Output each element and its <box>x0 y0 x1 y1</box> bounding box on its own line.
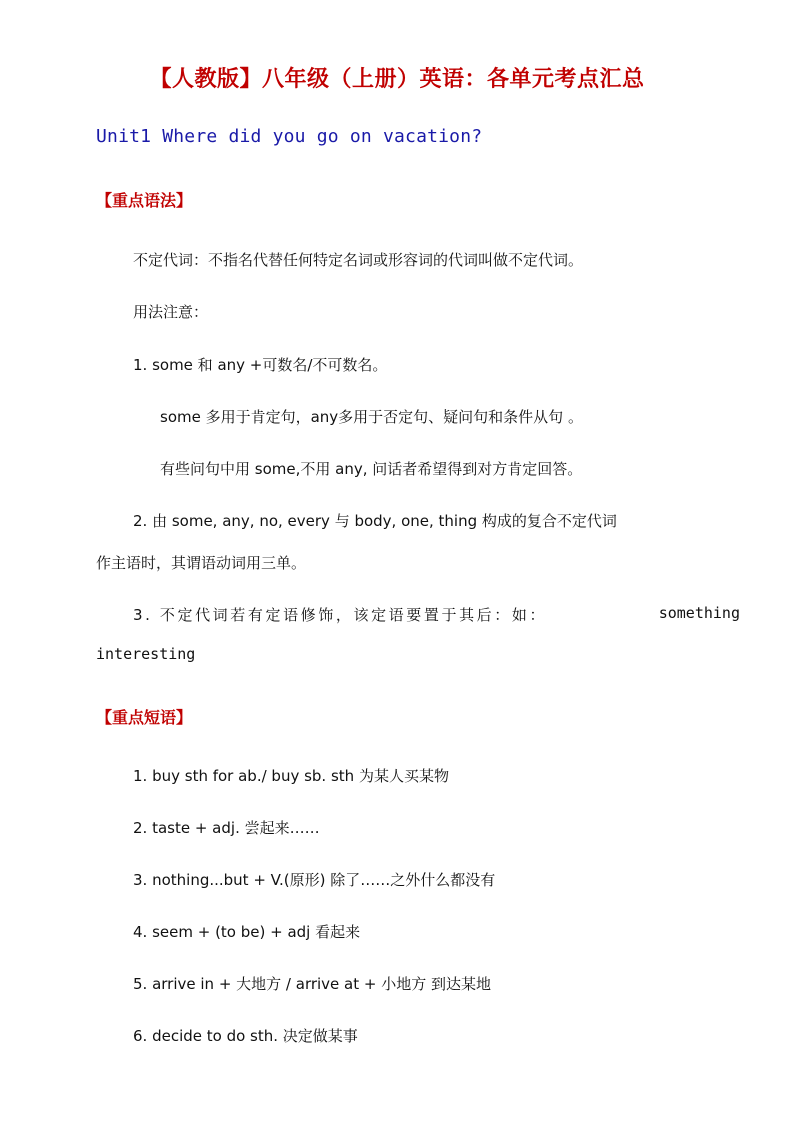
grammar-point-3-line-2: interesting <box>96 645 196 663</box>
grammar-point-3-lead: 3. 不定代词若有定语修饰，该定语要置于其后：如： <box>133 606 548 624</box>
phrases-heading: 【重点短语】 <box>96 708 193 727</box>
grammar-point-2-line-1: 2. 由 some, any, no, every 与 body, one, thing 构成的复合不定代词 <box>133 512 617 530</box>
usage-label: 用法注意： <box>133 303 209 321</box>
phrase-item: 1. buy sth for ab./ buy sb. sth 为某人买某物 <box>133 767 449 785</box>
phrase-item: 5. arrive in + 大地方 / arrive at + 小地方 到达某地 <box>133 975 492 993</box>
grammar-point-1-sub-1: some 多用于肯定句，any多用于否定句、疑问句和条件从句 。 <box>160 408 583 426</box>
grammar-point-1-sub-2: 有些问句中用 some,不用 any, 问话者希望得到对方肯定回答。 <box>160 460 583 478</box>
grammar-point-1: 1. some 和 any +可数名/不可数名。 <box>133 356 388 374</box>
phrase-item: 6. decide to do sth. 决定做某事 <box>133 1027 358 1045</box>
grammar-definition: 不定代词：不指名代替任何特定名词或形容词的代词叫做不定代词。 <box>133 251 584 269</box>
grammar-point-3-word: something <box>658 604 740 622</box>
grammar-point-3-line-1 <box>133 604 740 625</box>
grammar-point-2-line-2: 作主语时，其谓语动词用三单。 <box>96 554 307 572</box>
phrase-item: 4. seem + (to be) + adj 看起来 <box>133 923 361 941</box>
document-title: 【人教版】八年级（上册）英语：各单元考点汇总 <box>149 67 645 92</box>
phrase-item: 2. taste + adj. 尝起来…… <box>133 819 320 837</box>
unit-title: Unit1 Where did you go on vacation? <box>96 126 483 147</box>
grammar-heading: 【重点语法】 <box>96 191 193 210</box>
phrase-item: 3. nothing...but + V.(原形) 除了……之外什么都没有 <box>133 871 496 889</box>
